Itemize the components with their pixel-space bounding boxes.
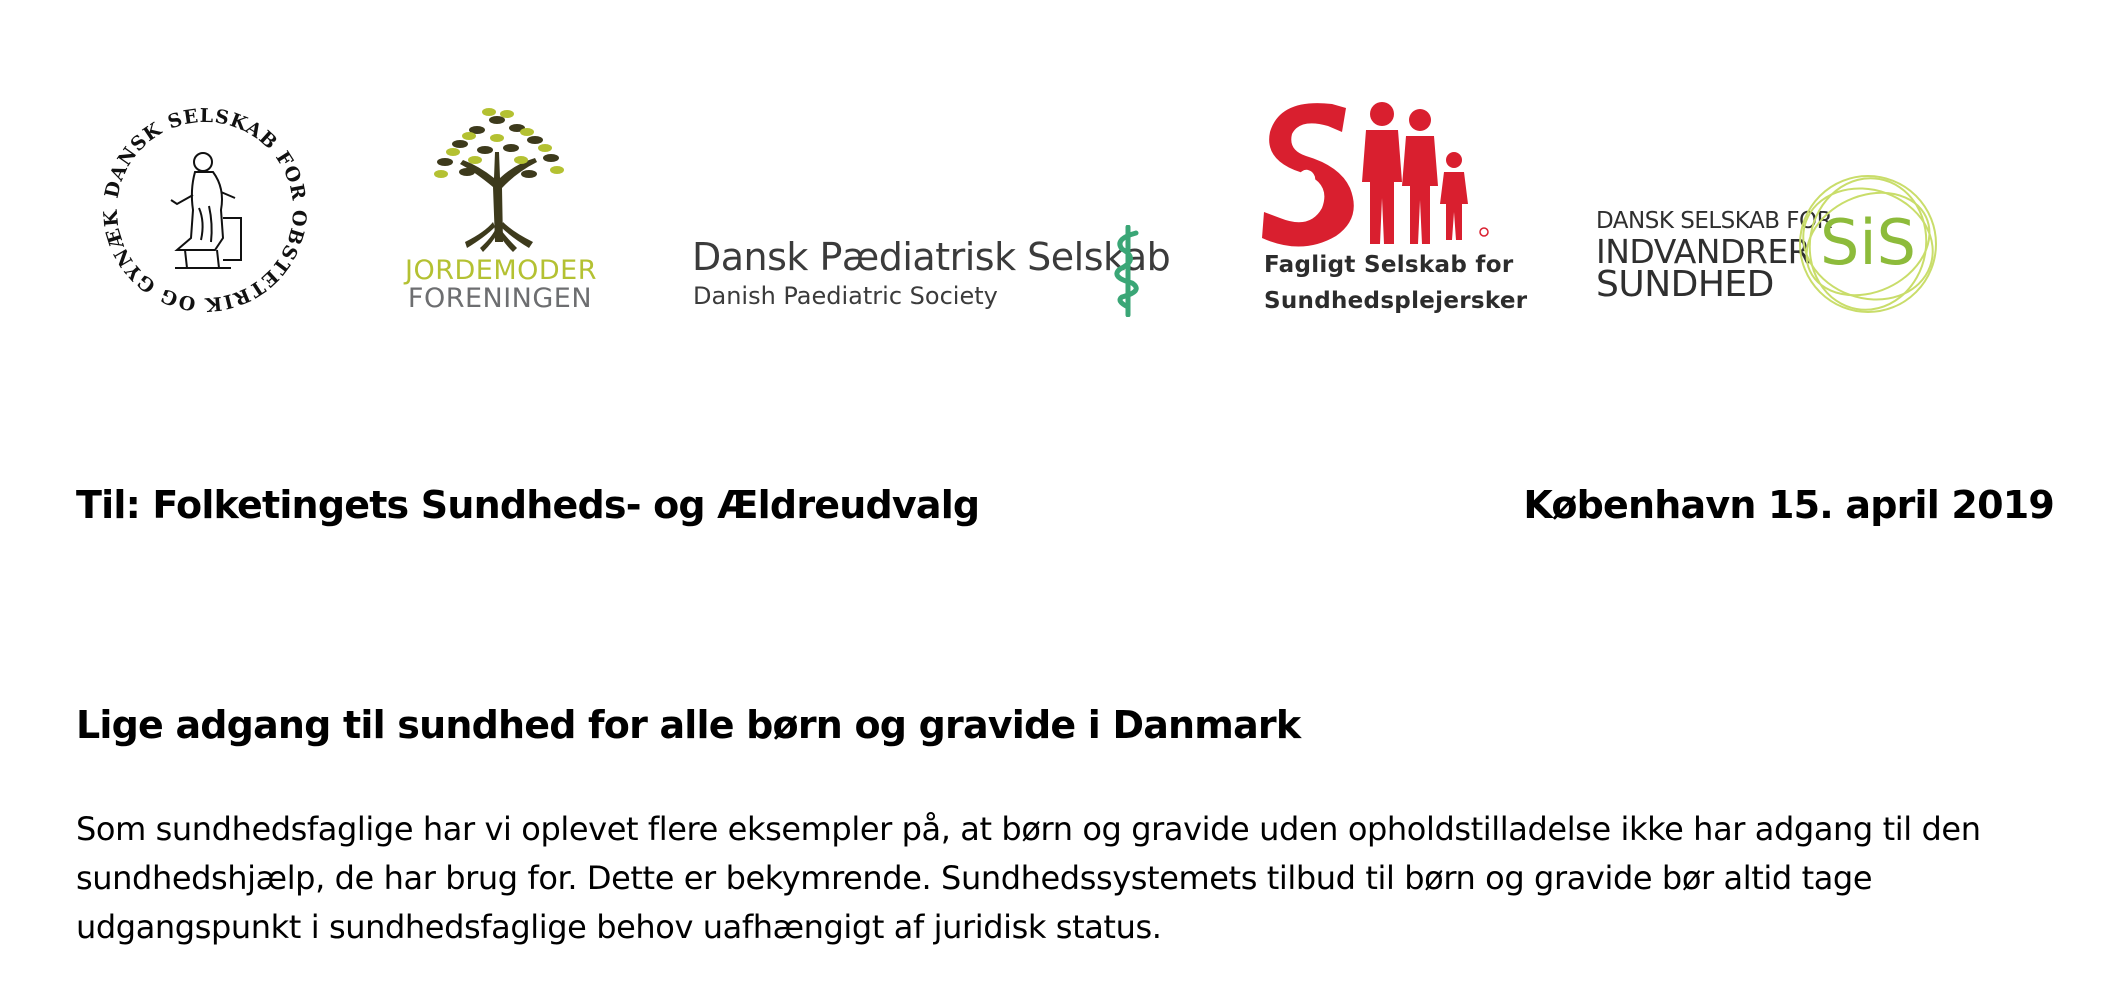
body-line-2: sundhedshjælp, de har brug for. Dette er bekymrende. Sundhedssystemets tilbud til børn og gravide bør altid tage xyxy=(76,859,1873,897)
dps-subtitle: Danish Paediatric Society xyxy=(693,282,998,310)
body-line-3: udgangspunkt i sundhedsfaglige behov uafhængigt af juridisk status. xyxy=(76,908,1162,946)
sis-line3: SUNDHED xyxy=(1596,264,1774,305)
place-date-line: København 15. april 2019 xyxy=(1523,483,2054,527)
dsog-ring-text: DANSK SELSKAB FOR OBSTETRIK OG GYNÆK xyxy=(99,104,311,316)
sis-line1: DANSK SELSKAB FOR xyxy=(1596,208,1833,234)
tree-icon xyxy=(405,92,595,252)
jordemoderforeningen-logo xyxy=(405,92,595,318)
letter-body xyxy=(76,805,2066,952)
sis-circle-emblem xyxy=(1792,172,1946,320)
dsog-seal-icon xyxy=(95,100,315,320)
dps-title: Dansk Pædiatrisk Selskab xyxy=(692,235,1171,279)
family-figures-icon xyxy=(1262,100,1502,250)
letter-header xyxy=(0,475,2114,535)
dsog-seal-logo xyxy=(95,100,315,320)
recipient-line: Til: Folketingets Sundheds- og Ældreudvalg xyxy=(76,483,980,527)
dansk-paediatrisk-selskab-logo xyxy=(690,225,1171,325)
svg-text:DANSK SELSKAB FOR OBSTETRIK OG xyxy=(95,100,310,315)
jordemoder-line1: JORDEMODER xyxy=(405,255,597,286)
logo-row xyxy=(0,0,2114,330)
sundhedsplejersker-logo xyxy=(1262,100,1528,325)
fss-line1: Fagligt Selskab for xyxy=(1264,252,1514,278)
fss-line2: Sundhedsplejersker xyxy=(1264,288,1528,314)
letter-heading: Lige adgang til sundhed for alle børn og gravide i Danmark xyxy=(76,703,1301,747)
sis-line2: INDVANDRER xyxy=(1596,232,1811,271)
indvandrer-sundhed-logo xyxy=(1596,172,1946,322)
body-line-1: Som sundhedsfaglige har vi oplevet flere eksempler på, at børn og gravide uden opholdstilladelse ikke har adgang til den xyxy=(76,810,1981,848)
jordemoder-line2: FORENINGEN xyxy=(407,283,593,314)
staff-of-asclepius-icon xyxy=(1108,225,1150,317)
sis-mark: SiS xyxy=(1820,206,1916,279)
